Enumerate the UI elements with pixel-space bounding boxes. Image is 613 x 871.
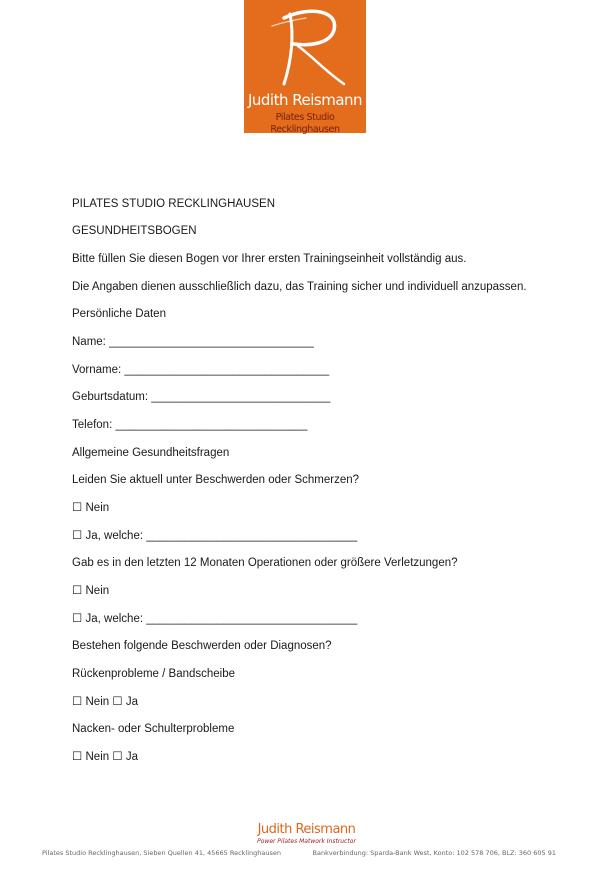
neck-options[interactable]: ☐ Nein ☐ Ja [72,751,139,763]
footer-name: Judith Reismann [257,822,356,837]
logo-name: Judith Reismann [247,91,363,109]
logo-r-brush-icon [254,4,354,92]
name-label: Name: [72,336,110,348]
q1-option-no[interactable]: ☐ Nein [72,502,110,514]
geburtsdatum-label: Geburtsdatum: [72,391,152,403]
telefon-row [72,418,307,432]
question-diagnoses: Bestehen folgende Beschwerden oder Diagnosen? [72,640,332,652]
footer-address: Pilates Studio Recklinghausen, Sieben Quellen 41, 45665 Recklinghausen [42,849,281,857]
form-title: GESUNDHEITSBOGEN [72,225,197,237]
q2-yes-row [72,612,357,626]
name-field[interactable]: ________________________________ [109,336,314,348]
name-row [72,335,314,349]
telefon-field[interactable]: ______________________________ [115,419,308,431]
section-personal-data: Persönliche Daten [72,308,166,320]
footer-role: Power Pilates Matwork Instructor [257,838,356,845]
subquestion-back: Rückenprobleme / Bandscheibe [72,668,236,680]
intro-text-2: Die Angaben dienen ausschließlich dazu, das Training sicher und individuell anzupassen. [72,281,527,293]
q2-option-yes[interactable]: ☐ Ja, welche: [72,613,147,625]
question-surgery: Gab es in den letzten 12 Monaten Operationen oder größere Verletzungen? [72,557,458,569]
q1-details-field[interactable]: _________________________________ [146,530,358,542]
intro-text-1: Bitte füllen Sie diesen Bogen vor Ihrer ersten Trainingseinheit vollständig aus. [72,253,467,265]
logo [244,0,366,133]
vorname-row [72,363,329,377]
geburtsdatum-row [72,390,330,404]
studio-heading: PILATES STUDIO RECKLINGHAUSEN [72,198,275,210]
q1-option-yes[interactable]: ☐ Ja, welche: [72,530,147,542]
logo-subtitle: Pilates Studio Recklinghausen [270,112,340,135]
vorname-label: Vorname: [72,364,125,376]
vorname-field[interactable]: ________________________________ [124,364,330,376]
footer-bank: Bankverbindung: Sparda-Bank West, Konto: 102 578 706, BLZ: 360 605 91 [312,849,556,857]
question-current-pain: Leiden Sie aktuell unter Beschwerden oder Schmerzen? [72,474,360,486]
q1-yes-row [72,529,357,543]
section-general-health: Allgemeine Gesundheitsfragen [72,447,230,459]
q2-option-no[interactable]: ☐ Nein [72,585,110,597]
q2-details-field[interactable]: _________________________________ [146,613,358,625]
back-options[interactable]: ☐ Nein ☐ Ja [72,696,139,708]
subquestion-neck: Nacken- oder Schulterprobleme [72,723,235,735]
telefon-label: Telefon: [72,419,116,431]
geburtsdatum-field[interactable]: ____________________________ [151,391,331,403]
